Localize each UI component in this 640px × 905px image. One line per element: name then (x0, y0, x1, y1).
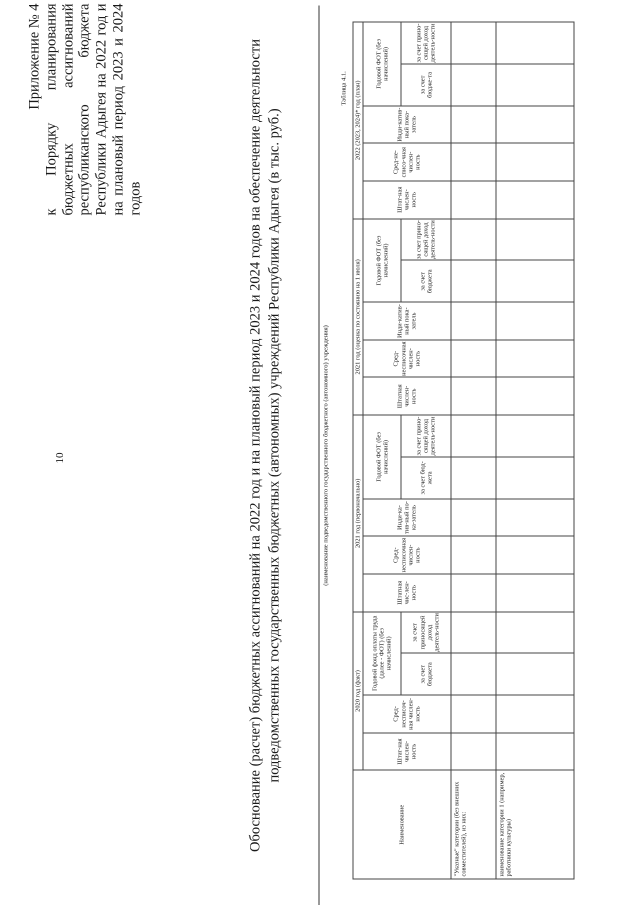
table-cell (451, 22, 496, 64)
table-cell (496, 105, 574, 143)
table-cell (451, 339, 496, 377)
table-cell (451, 498, 496, 536)
header-name: Наименование (353, 770, 451, 879)
header-fot-income: за счет прино-сящей доход деятель-ности (401, 415, 451, 457)
table-cell (451, 63, 496, 105)
header-headcount: Штат-ная числен-ность (363, 732, 451, 770)
table-cell (496, 63, 574, 105)
table-cell (496, 653, 574, 695)
header-fot: Годовой ФОТ (без начислений) (363, 22, 401, 106)
calculation-table (352, 21, 574, 879)
table-cell (496, 498, 574, 536)
table-cell (451, 611, 496, 653)
table-cell (496, 536, 574, 574)
page-number: 10 (54, 452, 66, 464)
table-cell (496, 456, 574, 498)
table-cell (451, 653, 496, 695)
header-fot: Годовой фонд оплаты труда (далее - ФОТ) (без начислений) (363, 611, 401, 695)
table-cell (496, 573, 574, 611)
table-cell (496, 415, 574, 457)
header-period-2022-plan: 2022 (2023, 2024)* год (план) (353, 22, 363, 219)
header-fot-income: за счет прино-сящей доход деятель-ности (401, 218, 451, 260)
table-cell (451, 143, 496, 181)
table-label: Таблица 4.1. (340, 70, 347, 105)
table-cell (496, 302, 574, 340)
table-cell (451, 377, 496, 415)
table-cell (451, 180, 496, 218)
header-period-2020: 2020 год (факт) (353, 611, 363, 770)
appendix-title: Приложение № 4 (26, 3, 42, 110)
header-headcount: Штатная числен-ность (363, 377, 451, 415)
table-cell (451, 695, 496, 733)
table-cell (496, 143, 574, 181)
header-indicator: Инди-ка-тив-ный по-ка-затель (363, 498, 451, 536)
table-cell (496, 22, 574, 64)
table-cell (451, 302, 496, 340)
table-cell (451, 260, 496, 302)
table-cell (496, 377, 574, 415)
header-fot: Годовой ФОТ (без начислений) (363, 415, 401, 499)
table-cell (496, 218, 574, 260)
appendix-text: к Порядку планирования бюджетных ассигнований республиканского бюджета Республики Адыгея на 2022 год и на плановый период 2023 и 2024 годов (42, 3, 143, 215)
table-cell (451, 105, 496, 143)
row-label: наименование категории 1 (например, работники культуры) (496, 770, 574, 879)
header-indicator: Инди-катив-ный пока-затель (363, 105, 451, 143)
row-label: "Указные" категории (без внешних совместителей), из них: (451, 770, 496, 879)
header-avg-count: Сред-несписочная числен-ность (363, 339, 451, 377)
header-fot-income: за счет приносящей доход деятель-ности (401, 611, 451, 653)
table-cell (496, 260, 574, 302)
header-fot-budget: за счет бюджета (401, 653, 451, 695)
header-fot-budget: за счет бюдже-та (401, 63, 451, 105)
header-period-2021-estimate: 2021 год (оценка по состоянию на 1 июля) (353, 218, 363, 414)
header-period-2021-initial: 2021 год (первоначально) (353, 415, 363, 611)
header-headcount: Штат-ная числен-ность (363, 180, 451, 218)
table-cell (496, 732, 574, 770)
table-cell (496, 695, 574, 733)
table-row (451, 22, 496, 879)
table-cell (451, 218, 496, 260)
table-cell (496, 180, 574, 218)
header-fot-budget: за счет бюд-жета (401, 456, 451, 498)
table-cell (496, 339, 574, 377)
table-cell (451, 536, 496, 574)
header-headcount: Штатная чис-лен-ность (363, 573, 451, 611)
table-cell (496, 611, 574, 653)
header-fot-budget: за счет бюджета (401, 260, 451, 302)
table-cell (451, 456, 496, 498)
header-avg-count: Сред-несписоч-ная числен-ность (363, 695, 451, 733)
header-avg-count: Сред-несписочная числен-ность (363, 536, 451, 574)
table-cell (451, 415, 496, 457)
institution-line (318, 5, 319, 905)
table-cell (451, 573, 496, 611)
table-cell (451, 732, 496, 770)
header-fot-income: за счет прино-сящей доход деятель-ности (401, 22, 451, 64)
header-fot: Годовой ФОТ (без начислений) (363, 218, 401, 302)
table-row (496, 22, 574, 879)
document-title: Обоснование (расчет) бюджетных ассигнований на 2022 год и на плановый период 2023 и 2024 годов на обеспечение деятельности подведомственных государственных бюджетных (автономных) учреждений Республики Адыгея (в тыс. руб.) (247, 38, 283, 852)
institution-caption: (наименование подведомственного государственного бюджетного (автономного) учреждения) (322, 324, 329, 586)
header-indicator: Инди-катив-ный пока-затель (363, 302, 451, 340)
header-avg-count: Сред-не-списо-чная числен-ность (363, 143, 451, 181)
appendix-block (26, 3, 144, 215)
